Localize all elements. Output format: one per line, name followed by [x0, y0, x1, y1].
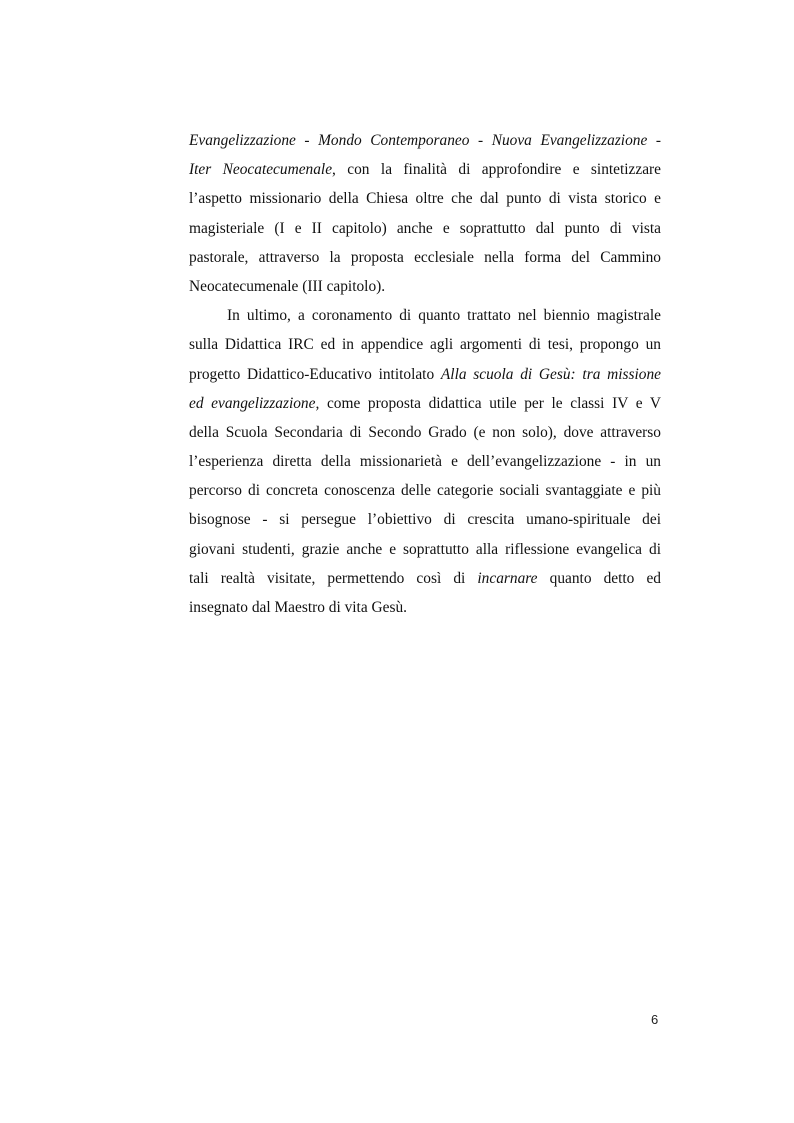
text-run: tali realtà visitate, permettendo così di	[189, 569, 478, 587]
text-run: sulla Didattica IRC ed in appendice agli argomenti di tesi, propongo un	[189, 336, 661, 354]
text-line	[189, 243, 661, 272]
text-line	[189, 447, 661, 476]
text-run: della Scuola Secondaria di Secondo Grado (e non solo), dove attraverso	[189, 423, 661, 441]
text-run: Neocatecumenale (III capitolo).	[189, 277, 386, 295]
text-line	[189, 184, 661, 213]
text-line	[189, 389, 661, 418]
text-run: , con la finalità di approfondire e sintetizzare	[332, 161, 661, 179]
italic-text: incarnare	[477, 569, 538, 587]
text-line	[189, 505, 661, 534]
page-number: 6	[651, 1012, 659, 1027]
text-line	[189, 564, 661, 593]
text-run: quanto detto ed	[537, 569, 662, 587]
text-run: giovani studenti, grazie anche e soprattutto alla riflessione evangelica di	[189, 540, 661, 558]
text-line	[189, 418, 661, 447]
text-line	[189, 593, 661, 622]
text-line	[189, 360, 661, 389]
text-run: come proposta didattica utile per le classi IV e V	[319, 394, 661, 412]
italic-text: Alla scuola di Gesù: tra missione	[440, 365, 661, 383]
text-line	[189, 476, 661, 505]
text-line	[189, 301, 661, 330]
text-run: l’esperienza diretta della missionarietà e dell’evangelizzazione - in un	[189, 453, 661, 471]
italic-text: ed evangelizzazione,	[189, 394, 320, 412]
text-run: percorso di concreta conoscenza delle categorie sociali svantaggiate e più	[189, 482, 661, 500]
text-line	[189, 330, 661, 359]
text-run: In ultimo, a coronamento di quanto trattato nel biennio magistrale	[227, 307, 661, 325]
italic-text: Evangelizzazione - Mondo Contemporaneo - Nuova Evangelizzazione -	[189, 132, 661, 149]
text-run: progetto Didattico-Educativo intitolato	[189, 365, 441, 383]
text-line	[189, 272, 661, 301]
text-run: insegnato dal Maestro di vita Gesù.	[189, 599, 407, 616]
text-run: magisteriale (I e II capitolo) anche e soprattutto dal punto di vista	[189, 219, 661, 237]
text-line	[189, 126, 661, 155]
body-text	[189, 126, 661, 622]
italic-text: Iter Neocatecumenale	[189, 161, 333, 179]
text-run: bisognose - si persegue l’obiettivo di crescita umano-spirituale dei	[189, 511, 661, 529]
text-run: pastorale, attraverso la proposta ecclesiale nella forma del Cammino	[189, 248, 661, 266]
text-line	[189, 155, 661, 184]
text-line	[189, 214, 661, 243]
text-run: l’aspetto missionario della Chiesa oltre che dal punto di vista storico e	[189, 190, 661, 208]
text-line	[189, 535, 661, 564]
